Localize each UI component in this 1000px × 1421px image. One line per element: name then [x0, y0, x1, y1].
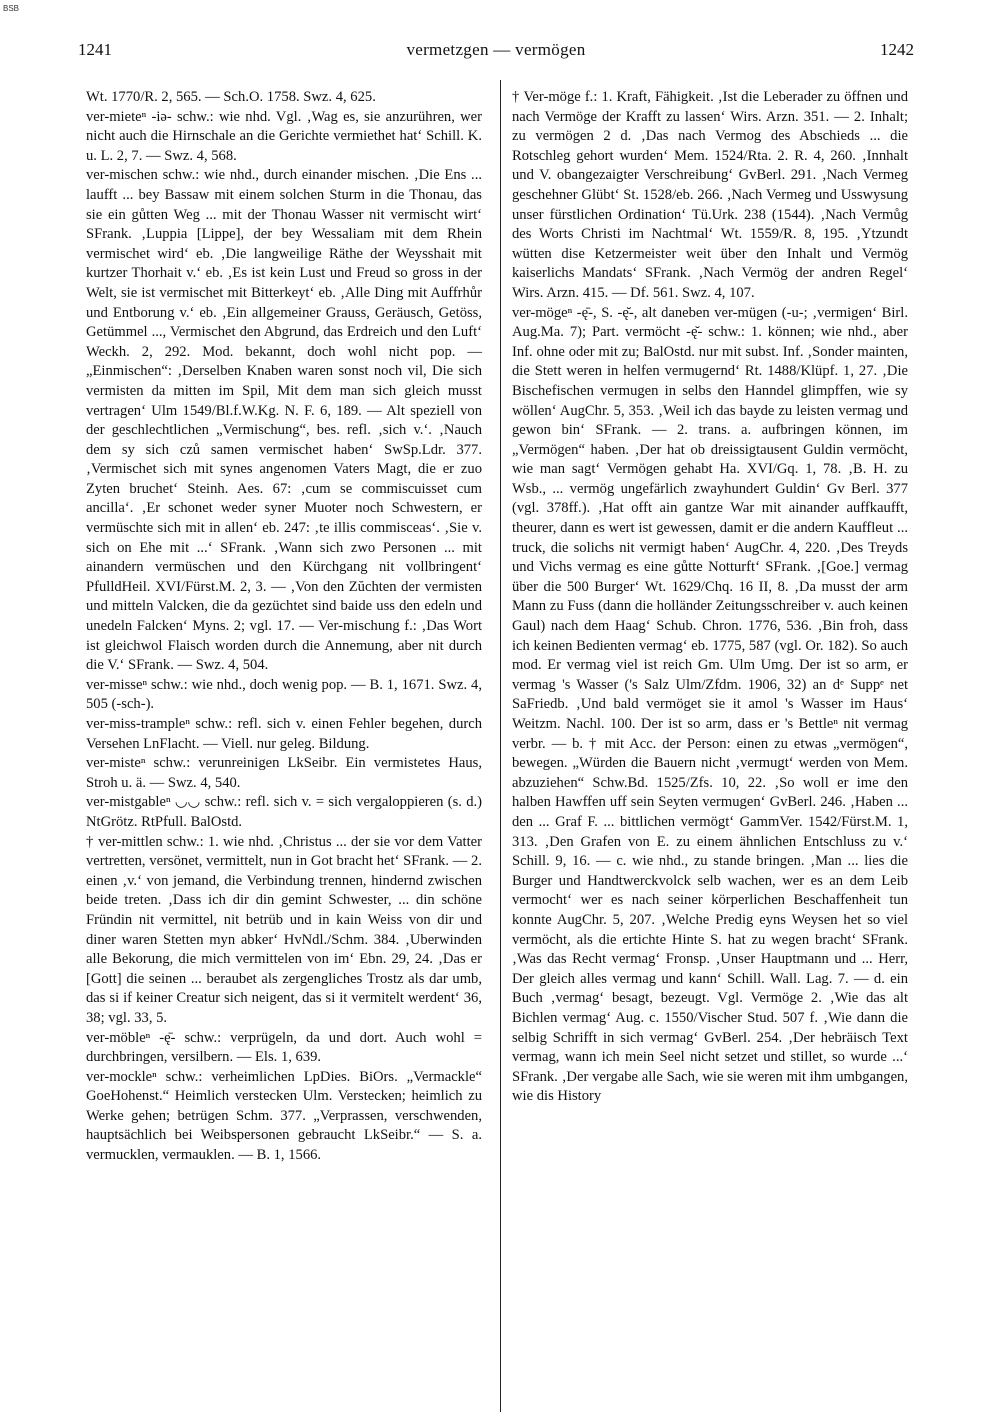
- running-title: vermetzgen — vermögen: [406, 40, 586, 59]
- entry-paragraph: ver-misteⁿ schw.: verunreinigen LkSeibr. Ein vermistetes Haus, Stroh u. ä. — Swz. 4, 540.: [86, 755, 482, 791]
- entry-paragraph: ver-mischen schw.: wie nhd., durch einander mischen. ‚Die Ens ... laufft ... bey Bassaw mit einem solchen Sturm in die Thonau, das sie ein gůtten Weg ... mit der Thonau Wasser nit vermischt wirt‘ SFrank. ‚Luppia [Lippe], der bey Wessaliam mit dem Rhein vermischet wird‘ eb. ‚Die langweilige Räthe der Weysshait mit kurtzer Thorhait v.‘ eb. ‚Es ist kein Lust und Freud so gross in der Welt, sie ist vermischet mit Bitterkeyt‘ eb. ‚Alle Ding mit Auffrhůr und Entborung v.‘ eb. ‚Ein allgemeiner Grauss, Geräusch, Getöss, Getümmel ..., Vermischet den Abgrund, das Erdreich und den Luft‘ Weckh. 2, 292. Mod. bekannt, doch wohl nicht pop. — „Einmischen“: ‚Derselben Knaben waren sonst noch vil, Die sich vermisten da mitten im Spil, Mit dem man sich gleich musst vertragen‘ Ulm 1549/Bl.f.W.Kg. N. F. 6, 189. — Alt speziell von der geschlechtlichen „Vermischung“, bes. refl. ‚sich v.‘. ‚Nauch dem sy sich czů samen vermischet haben‘ SwSp.Ldr. 377. ‚Vermischet sich mit synes angenomen Vaters Magt, die er zuo Zyten bruchet‘ Steinh. Aes. 67: ‚cum se commiscuisset cum ancilla‘. ‚Er schonet weder syner Muoter noch Schwestern, er vermüschte sich mit in allen‘ eb. 247: ‚te illis commisceas‘. ‚Sie v. sich on Ehe mit ...‘ SFrank. ‚Wann sich zwo Personen ... mit ainandern vermüschen und den Kürchgang nit vollbringent‘ PfulldHeil. XVI/Fürst.M. 2, 3. — ‚Von den Zŭchten der vermisten und mitteln Valcken, die da gezüchtet sind baide uss den edeln und unedeln Falcken‘ Myns. 2; vgl. 17. — Ver-mischung f.: ‚Das Wort ist gleichwol Flaisch worden durch die Annemung, aber nit durch die V.‘ SFrank. — Swz. 4, 504.: [86, 167, 482, 674]
- column-divider: [500, 80, 501, 1412]
- scan-mark: BSB: [3, 4, 20, 13]
- entry-paragraph: ver-möbleⁿ -ę̄- schw.: verprügeln, da und dort. Auch wohl = durchbringen, versilbern. — Els. 1, 639.: [86, 1029, 482, 1066]
- entry-paragraph: † ver-mittlen schw.: 1. wie nhd. ‚Christus ... der sie vor dem Vatter vertretten, versönet, vermittelt, nun in Got bracht het‘ SFrank. — 2. einen ‚v.‘ von jemand, die Verbindung trennen, hindernd zwischen beide treten. ‚Dass ich dir din gemint Schwester, ... din schöne Fründin nit vermittel, nit betrüb und in kain Weiss von dir und diner waren Stetten myn abker‘ HvNdl./Schm. 384. ‚Uberwinden alle Bekorung, die mich vermittelen von im‘ Ebn. 29, 24. ‚Das er [Gott] die seinen ... beraubet als zergengliches Trostz als dar umb, das si if keiner Creatur sich neigent, das si it vermitelt werdent‘ 36, 38; vgl. 33, 5.: [86, 833, 482, 1026]
- left-column: [86, 88, 482, 1166]
- entry-paragraph: ver-misseⁿ schw.: wie nhd., doch wenig pop. — B. 1, 1671. Swz. 4, 505 (-sch-).: [86, 676, 482, 713]
- entry-paragraph: ver-miss-trampleⁿ schw.: refl. sich v. einen Fehler begehen, durch Versehen LnFlacht. — Viell. nur geleg. Bildung.: [86, 716, 482, 752]
- left-column-number: 1241: [78, 40, 112, 59]
- entry-paragraph: ver-mockleⁿ schw.: verheimlichen LpDies. BiOrs. „Vermackle“ GoeHohenst.“ Heimlich verstecken Ulm. Verstecken; heimlich zu Werke gehen; betrügen Schm. 377. „Verprassen, verschwenden, hauptsächlich bei Weibspersonen gebraucht LkSeibr.“ — S. a. vermucklen, vermauklen. — B. 1, 1566.: [86, 1068, 482, 1164]
- page-header: [78, 40, 914, 66]
- entry-paragraph: † Ver-möge f.: 1. Kraft, Fähigkeit. ‚Ist die Leberader zu öffnen und nach Vermöge der Krafft zu lassen‘ Wirs. Arzn. 351. — 2. Inhalt; zu vermögen 2 d. ‚Das nach Vermog des Abschieds ... die Rotschleg gehort wurden‘ Mem. 1524/Rta. 2. R. 4, 260. ‚Innhalt und V. obangezaigter Verschreibung‘ GvBerl. 291. ‚Nach Vermeg geschehner Glübt‘ St. 1528/eb. 266. ‚Nach Vermeg und Usswysung unser fürstlichen Ordination‘ Tü.Urk. 238 (1544). ‚Nach Vermůg des Worts Christi im Nachtmal‘ Wt. 1559/R. 8, 195. ‚Ytzundt wütten dise Ketzermeister weit über den Inhalt und Vermög kaiserlichs Mandats‘ SFrank. ‚Nach Vermög der andren Regel‘ Wirs. Arzn. 415. — Df. 561. Swz. 4, 107.: [512, 89, 908, 301]
- right-column: [512, 88, 908, 1107]
- entry-paragraph: Wt. 1770/R. 2, 565. — Sch.O. 1758. Swz. 4, 625.: [86, 89, 376, 105]
- entry-paragraph: ver-mögeⁿ -ę̄-, S. -ę̆-, alt daneben ver-mügen (-u-; ‚vermigen‘ Birl. Aug.Ma. 7); Part. vermöcht -ę̆- schw.: 1. können; wie nhd., aber Inf. ohne oder mit zu; BalOstd. nur mit subst. Inf. ‚Sonder mainten, die Stett weren in helfen vermugernd‘ Rt. 1488/Klüpf. 1, 27. ‚Die Bischefischen vermugen in selbs den Hanndel glimpffen, wie sy wöllen‘ AugChr. 5, 353. ‚Weil ich das bayde zu leisten vermag und gewon bin‘ SFrank. — 2. trans. a. aufbringen können, im „Vermögen“ haben. ‚Der hat ob dreissigtausent Guldin vermöcht, wie man sagt‘ Vermögen gehabt Ha. XVI/Gq. 1, 78. ‚B. H. zu Wsb., ... vermög ungefärlich zwayhundert Guldin‘ Gv Berl. 377 (vgl. 378ff.). ‚Hat offt ain gantze War mit ainander auffkaufft, theurer, dann es wert ist gewessen, damit er die andern Kauffleut ... truck, die solichs nit vermigt haben‘ AugChr. 4, 220. ‚Des Treyds und Vichs vermag es eine gůtte Notturft‘ SFrank. ‚[Goe.] vermag über die 500 Burger‘ Wt. 1629/Chq. 16 II, 8. ‚Da musst der arm Mann zu Fuss (dann die holländer Zeitungsschreiber v. auch keinen Gaul) nach dem Haag‘ Schub. Chron. 1776, 536. ‚Bin froh, dass ich keinen Bedienten vermag‘ eb. 1775, 587 (vgl. Or. 182). So auch mod. Er vermag viel ist reich Gm. Ulm Umg. Der ist so arm, er vermag 's Wasser ('s Salz Ulm/Zfdm. 1906, 32) an dᵉ Suppᵉ net SaFriedb. ‚Und bald vermöget sie it amol 's Wasser im Haus‘ Weitzm. Nachl. 100. Der ist so arm, dass er 's Bettleⁿ nit vermag verbr. — b. † mit Acc. der Person: einen zu etwas „vermögen“, bewegen. „Würden die Bauern nicht ‚vermugt‘ werden von Mem. abzuziehen“ Schw.Bd. 1525/Zfs. 10, 22. ‚So woll er ime den halben Hawffen uff sein Seyten vermugen‘ GvBerl. 246. ‚Haben ... den ... Graf F. ... bittlichen vermögt‘ GammVer. 1542/Fürst.M. 1, 313. ‚Den Grafen von E. zu einem ähnlichen Entschluss zu v.‘ Schill. 9, 16. — c. wie nhd., zu stande bringen. ‚Man ... lies die Burger und Handtwerckvolck selb wachen, wer es an dem Leib vermocht‘ wer es nach seiner körperlichen Beschaffenheit tun konnte AugChr. 5, 207. ‚Welche Predig eyns Weysen het so viel vermöcht, als die ertichte Hinte S. hat zu wegen bracht‘ SFrank. ‚Was das Recht vermag‘ Fronsp. ‚Unser Hauptmann und ... Herr, Der gleich alles vermag und kann‘ Schill. Wall. Lag. 7. — d. ein Buch ‚vermag‘ besagt, bezeugt. Vgl. Vermöge 2. ‚Wie das alt Bichlen vermag‘ Aug. c. 1550/Vischer Stud. 507 f. ‚Wie dann die selbig Schrifft in sich vermag‘ GvBerl. 254. ‚Der hebräisch Text vermag, wann ich mein Seel nicht setzet und stillet, so wurde ...‘ SFrank. ‚Der vergabe alle Sach, wie sie weren mit ihm umbgangen, wie dis History: [512, 304, 908, 1105]
- entry-paragraph: ver-mieteⁿ -iə- schw.: wie nhd. Vgl. ‚Wag es, sie anzurühren, wer nicht auch die Hirnschale an die Gerichte vermiethet hat‘ Schill. K. u. L. 2, 7. — Swz. 4, 568.: [86, 108, 482, 164]
- right-column-number: 1242: [880, 40, 914, 59]
- entry-paragraph: ver-mistgableⁿ ◡◡ schw.: refl. sich v. = sich vergaloppieren (s. d.) NtGrötz. RtPfull. BalOstd.: [86, 794, 482, 830]
